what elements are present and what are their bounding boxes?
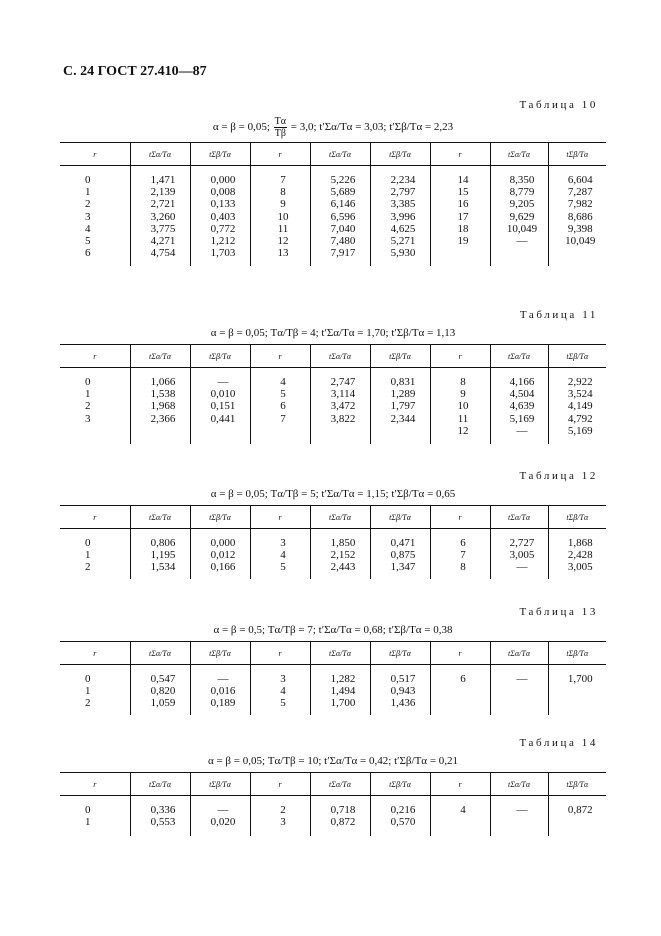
cell-values: 7 8 9 10 11 12 13 (277, 174, 289, 260)
table-column (430, 368, 490, 444)
fraction-denominator: Tβ (274, 127, 286, 139)
table-column (548, 368, 606, 444)
table-column (490, 665, 548, 715)
column-header: r (250, 773, 310, 796)
table-column (548, 529, 606, 579)
table-condition: α = β = 0,05; Tα/Tβ = 4; t′Σα/Tα = 1,70; t′Σβ/Tα = 1,13 (210, 327, 456, 339)
cell-values: — 0,020 (210, 804, 236, 829)
table-10-section (60, 98, 606, 266)
table-column (490, 529, 548, 579)
cell-values: — 0,010 0,151 0,441 (210, 376, 236, 425)
table-label: Таблица 13 (519, 606, 598, 618)
cell-values: 8 9 10 11 12 (457, 376, 469, 437)
data-table (60, 772, 606, 836)
table-12-section (60, 469, 606, 579)
table-column (370, 796, 430, 836)
cell-values: 1,066 1,538 1,968 2,366 (150, 376, 176, 425)
condition-fraction (274, 116, 287, 139)
column-header: tΣβ/Tα (190, 773, 250, 796)
page-header: С. 24 ГОСТ 27.410—87 (63, 64, 207, 79)
column-header: r (250, 642, 310, 665)
cell-values: 4,166 4,504 4,639 5,169 — (509, 376, 535, 437)
cell-values: 0 1 2 (85, 537, 91, 574)
table-column (130, 368, 190, 444)
table-column (250, 166, 310, 266)
cell-values: 6 (460, 673, 466, 685)
column-header: tΣα/Tα (130, 773, 190, 796)
table-column (190, 529, 250, 579)
column-header: r (60, 773, 130, 796)
table-condition: α = β = 0,5; Tα/Tβ = 7; t′Σα/Tα = 0,68; t′Σβ/Tα = 0,38 (213, 624, 453, 636)
cell-values: 1,868 2,428 3,005 (567, 537, 593, 574)
column-header: tΣα/Tα (310, 642, 370, 665)
table-column (430, 665, 490, 715)
cell-values: 0,336 0,553 (150, 804, 176, 829)
column-header: r (430, 345, 490, 368)
table-column (370, 368, 430, 444)
cell-values: 2,234 2,797 3,385 3,996 4,625 5,271 5,930 (390, 174, 416, 260)
cell-values: 0 1 2 3 4 5 6 (85, 174, 91, 260)
cell-values: 0,000 0,008 0,133 0,403 0,772 1,212 1,703 (210, 174, 236, 260)
column-header: tΣα/Tα (490, 345, 548, 368)
fraction-numerator: Tα (274, 115, 287, 127)
column-header: tΣα/Tα (310, 143, 370, 166)
table-column (490, 796, 548, 836)
table-column (310, 796, 370, 836)
column-header: tΣβ/Tα (548, 642, 606, 665)
column-header: tΣβ/Tα (190, 642, 250, 665)
column-header: r (430, 773, 490, 796)
table-column (310, 665, 370, 715)
cell-values: 2,922 3,524 4,149 4,792 5,169 (567, 376, 593, 437)
cell-values: 0,517 0,943 1,436 (390, 673, 416, 710)
table-column (370, 166, 430, 266)
cell-values: 3 4 5 (280, 673, 286, 710)
column-header: tΣα/Tα (490, 773, 548, 796)
table-14-section (60, 736, 606, 836)
cell-values: — 0,016 0,189 (210, 673, 236, 710)
cell-values: 0 1 (85, 804, 91, 829)
data-table (60, 142, 606, 266)
table-column (430, 796, 490, 836)
column-header: tΣα/Tα (130, 506, 190, 529)
table-column (250, 368, 310, 444)
cell-values: 0,872 (567, 804, 593, 816)
table-condition (60, 112, 606, 142)
table-column (60, 665, 130, 715)
table-column (60, 796, 130, 836)
cell-values: 0,718 0,872 (330, 804, 356, 829)
cell-values: 0,806 1,195 1,534 (150, 537, 176, 574)
column-header: tΣβ/Tα (370, 506, 430, 529)
column-header: r (60, 345, 130, 368)
column-header: tΣβ/Tα (370, 773, 430, 796)
cell-values: 0 1 2 3 (85, 376, 91, 425)
table-column (430, 166, 490, 266)
cell-values: — (516, 804, 528, 816)
cell-values: 1,282 1,494 1,700 (330, 673, 356, 710)
cell-values: 0,216 0,570 (390, 804, 416, 829)
cell-values: 3 4 5 (280, 537, 286, 574)
column-header: tΣβ/Tα (370, 642, 430, 665)
cell-values: 6 7 8 (460, 537, 466, 574)
column-header: r (250, 506, 310, 529)
cell-values: 1,850 2,152 2,443 (330, 537, 356, 574)
table-column (190, 368, 250, 444)
column-header: tΣβ/Tα (190, 345, 250, 368)
table-label: Таблица 14 (519, 737, 598, 749)
column-header: tΣβ/Tα (190, 506, 250, 529)
column-header: tΣα/Tα (490, 642, 548, 665)
table-column (250, 529, 310, 579)
table-column (548, 166, 606, 266)
table-column (60, 529, 130, 579)
table-column (130, 665, 190, 715)
table-column (548, 665, 606, 715)
column-header: tΣβ/Tα (548, 773, 606, 796)
table-label: Таблица 12 (519, 470, 598, 482)
table-column (310, 529, 370, 579)
column-header: r (60, 506, 130, 529)
table-label: Таблица 11 (519, 309, 598, 321)
cell-values: 0,547 0,820 1,059 (150, 673, 176, 710)
column-header: tΣβ/Tα (548, 345, 606, 368)
column-header: tΣα/Tα (130, 143, 190, 166)
cell-values: 6,604 7,287 7,982 8,686 9,398 10,049 (565, 174, 596, 248)
table-column (548, 796, 606, 836)
column-header: r (430, 642, 490, 665)
column-header: tΣα/Tα (130, 642, 190, 665)
table-column (430, 529, 490, 579)
table-column (250, 665, 310, 715)
column-header: tΣα/Tα (310, 773, 370, 796)
cell-values: 14 15 16 17 18 19 (457, 174, 469, 248)
column-header: tΣα/Tα (490, 506, 548, 529)
cell-values: 2 3 (280, 804, 286, 829)
table-column (190, 796, 250, 836)
column-header: r (250, 143, 310, 166)
table-column (490, 368, 548, 444)
table-column (490, 166, 548, 266)
condition-rest: = 3,0; t′Σα/Tα = 3,03; t′Σβ/Tα = 2,23 (290, 121, 454, 133)
table-column (370, 665, 430, 715)
table-column (310, 166, 370, 266)
column-header: tΣβ/Tα (548, 506, 606, 529)
column-header: tΣα/Tα (310, 345, 370, 368)
column-header: r (60, 143, 130, 166)
column-header: tΣα/Tα (130, 345, 190, 368)
column-header: r (60, 642, 130, 665)
column-header: tΣβ/Tα (190, 143, 250, 166)
table-condition: α = β = 0,05; Tα/Tβ = 10; t′Σα/Tα = 0,42; t′Σβ/Tα = 0,21 (207, 755, 459, 767)
table-column (130, 166, 190, 266)
column-header: tΣα/Tα (490, 143, 548, 166)
data-table (60, 641, 606, 715)
column-header: r (430, 143, 490, 166)
cell-values: 1,471 2,139 2,721 3,260 3,775 4,271 4,754 (150, 174, 176, 260)
table-column (190, 166, 250, 266)
cell-values: 5,226 5,689 6,146 6,596 7,040 7,480 7,917 (330, 174, 356, 260)
table-column (60, 368, 130, 444)
data-table (60, 505, 606, 579)
cell-values: 0 1 2 (85, 673, 91, 710)
cell-values: 0,831 1,289 1,797 2,344 (390, 376, 416, 425)
cell-values: 1,700 (567, 673, 593, 685)
table-13-section (60, 605, 606, 715)
cell-values: 2,727 3,005 — (509, 537, 535, 574)
table-column (250, 796, 310, 836)
column-header: tΣβ/Tα (370, 345, 430, 368)
cell-values: 8,350 8,779 9,205 9,629 10,049 — (506, 174, 538, 248)
table-column (130, 529, 190, 579)
cell-values: — (516, 673, 528, 685)
data-table (60, 344, 606, 444)
column-header: tΣβ/Tα (370, 143, 430, 166)
cell-values: 4 (460, 804, 466, 816)
table-column (190, 665, 250, 715)
column-header: r (250, 345, 310, 368)
cell-values: 4 5 6 7 (280, 376, 286, 425)
table-column (130, 796, 190, 836)
table-11-section (60, 308, 606, 444)
cell-values: 0,000 0,012 0,166 (210, 537, 236, 574)
column-header: r (430, 506, 490, 529)
condition-prefix: α = β = 0,05; (212, 121, 270, 133)
table-column (310, 368, 370, 444)
table-column (60, 166, 130, 266)
cell-values: 2,747 3,114 3,472 3,822 (330, 376, 356, 425)
column-header: tΣα/Tα (310, 506, 370, 529)
table-label: Таблица 10 (519, 99, 598, 111)
column-header: tΣβ/Tα (548, 143, 606, 166)
table-column (370, 529, 430, 579)
cell-values: 0,471 0,875 1,347 (390, 537, 416, 574)
table-condition: α = β = 0,05; Tα/Tβ = 5; t′Σα/Tα = 1,15; t′Σβ/Tα = 0,65 (210, 488, 456, 500)
